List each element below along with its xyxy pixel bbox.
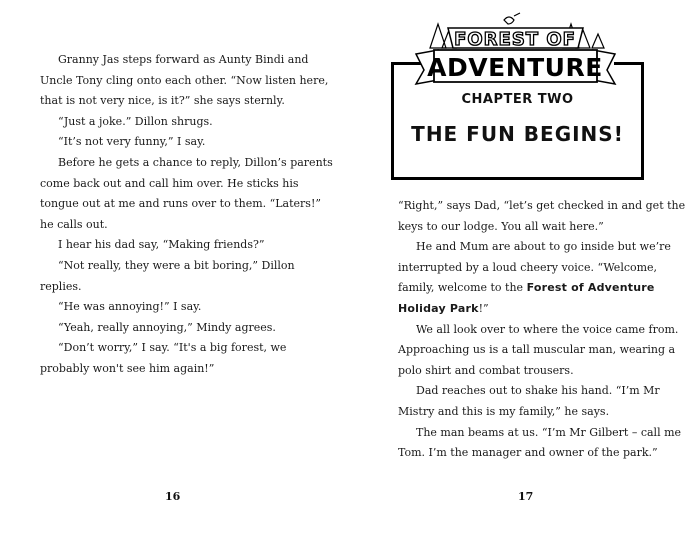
- text-segment: family, welcome to the: [398, 281, 527, 294]
- text-line: Uncle Tony cling onto each other. “Now listen here,: [40, 74, 329, 87]
- text-line: replies.: [40, 280, 82, 293]
- text-line: “He was annoying!” I say.: [58, 300, 202, 313]
- text-line: interrupted by a loud cheery voice. “Welcome,: [398, 261, 658, 274]
- text-line: tongue out at me and runs over to them. “Laters!”: [40, 197, 321, 210]
- text-line: that is not very nice, is it?” she says sternly.: [40, 94, 285, 107]
- text-line: come back out and call him over. He sticks his: [40, 177, 299, 190]
- logo-line-2: ADVENTURE: [427, 53, 603, 82]
- text-line: “Yeah, really annoying,” Mindy agrees.: [58, 321, 276, 334]
- text-line: Granny Jas steps forward as Aunty Bindi and: [58, 53, 309, 66]
- text-line: Dad reaches out to shake his hand. “I’m Mr: [416, 384, 660, 397]
- left-page-number: 16: [165, 490, 181, 503]
- text-line: Before he gets a chance to reply, Dillon’s parents: [58, 156, 333, 169]
- text-line: We all look over to where the voice came from.: [416, 323, 679, 336]
- text-line: [398, 278, 655, 299]
- text-line: probably won't see him again!”: [40, 362, 215, 375]
- text-line: I hear his dad say, “Making friends?”: [58, 238, 265, 251]
- text-line: He and Mum are about to go inside but we’re: [416, 240, 671, 253]
- chapter-title: THE FUN BEGINS!: [411, 122, 624, 146]
- text-segment: !”: [478, 302, 489, 315]
- park-name-bold: Holiday Park: [398, 302, 479, 315]
- right-page-number: 17: [518, 490, 534, 503]
- forest-of-adventure-logo: [408, 10, 623, 92]
- text-line: keys to our lodge. You all wait here.”: [398, 220, 604, 233]
- text-line: Mistry and this is my family,” he says.: [398, 405, 610, 418]
- logo-line-1: FOREST OF: [454, 29, 576, 50]
- text-line: he calls out.: [40, 218, 108, 231]
- text-line: The man beams at us. “I’m Mr Gilbert – call me: [416, 426, 682, 439]
- text-line: “Right,” says Dad, “let’s get checked in and get the: [398, 199, 686, 212]
- chapter-label: CHAPTER TWO: [461, 92, 574, 107]
- text-line: polo shirt and combat trousers.: [398, 364, 574, 377]
- text-line: “Not really, they were a bit boring,” Dillon: [58, 259, 295, 272]
- park-name-bold: Forest of Adventure: [526, 281, 655, 294]
- bird-icon: [504, 13, 520, 24]
- text-line: “It’s not very funny,” I say.: [58, 135, 206, 148]
- text-line: “Just a joke.” Dillon shrugs.: [58, 115, 213, 128]
- text-line: “Don’t worry,” I say. “It's a big forest, we: [58, 341, 287, 354]
- text-line: Tom. I’m the manager and owner of the park.”: [398, 446, 658, 459]
- text-line: Approaching us is a tall muscular man, wearing a: [398, 343, 676, 356]
- text-line: [398, 299, 489, 320]
